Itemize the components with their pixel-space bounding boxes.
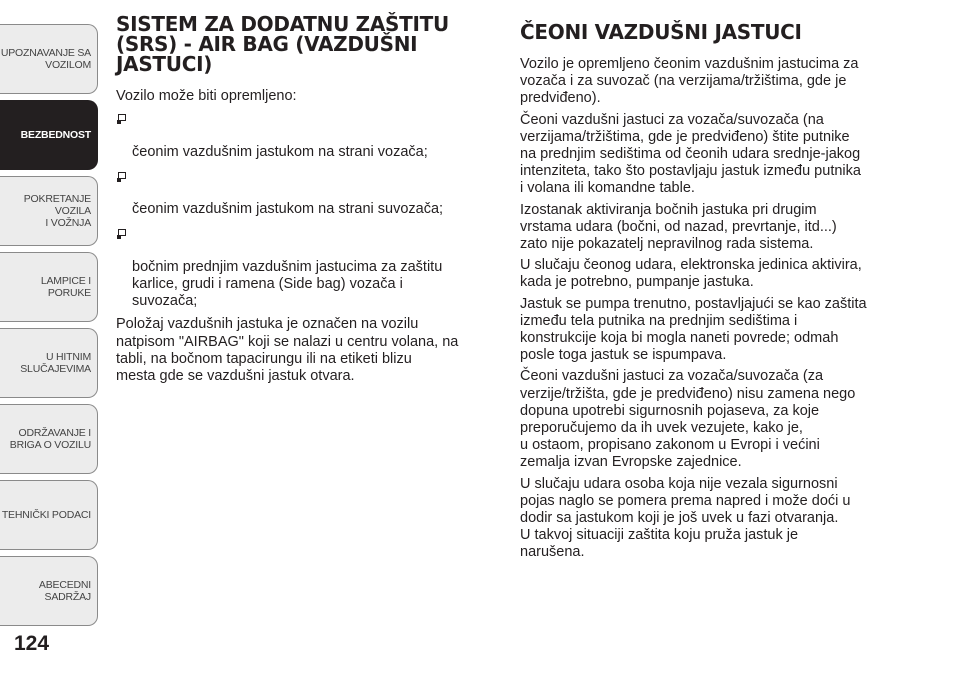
tab-label: POKRETANJE VOZILA I VOŽNJA	[23, 193, 91, 229]
airbag-location-paragraph: Položaj vazdušnih jastuka je označen na vozilu natpisom "AIRBAG" koji se nalazi u centru volana, na tabli, na bočnom tapacirungu ili na etiketi blizu mesta gde se vazdušni jastuk otvara.	[116, 316, 459, 385]
tab-tehnicki-podaci[interactable]	[0, 480, 98, 550]
tab-label: ABECEDNI SADRŽAJ	[38, 579, 91, 603]
left-column	[116, 14, 494, 389]
paragraph: Čeoni vazdušni jastuci za vozača/suvozača (na verzijama/tržištima, gde je predviđeno) štite putnike na prednjim sedištima od čeonih udara srednje-jakog intenziteta, tako što postavljaju jastuk između putnika i volana ili komandne table.	[520, 111, 861, 197]
paragraph: U slučaju čeonog udara, elektronska jedinica aktivira, kada je potrebno, pumpanje jastuka.	[520, 257, 862, 291]
list-item	[116, 224, 494, 310]
tab-lampice-i-poruke[interactable]	[0, 252, 98, 322]
paragraph: Vozilo je opremljeno čeonim vazdušnim jastucima za vozača i za suvozač (na verzijama/tržištima, gde je predviđeno).	[520, 56, 859, 107]
section-tabs	[0, 0, 100, 640]
list-item	[116, 109, 494, 161]
paragraph: Čeoni vazdušni jastuci za vozača/suvozača (za verzije/tržišta, gde je predviđeno) nisu zamena nego dopuna upotrebi sigurnosnih pojaseva, za koje preporučujemo da ih uvek vezujete, kako je, u ostaom, propisano zakonom u Evropi i većini zemalja izvan Evropske zajednice.	[520, 368, 856, 471]
paragraph: U slučaju udara osoba koja nije vezala sigurnosni pojas naglo se pomera prema napred i može doći u dodir sa jastukom koji je još uvek u fazi otvaranja. U takvoj situaciji zaštita koju pruža jastuk je narušena.	[520, 475, 851, 561]
tab-u-hitnim-slucajevima[interactable]	[0, 328, 98, 398]
list-item-text: čeonim vazdušnim jastukom na strani vozača;	[132, 143, 428, 160]
list-item-text: čeonim vazdušnim jastukom na strani suvozača;	[132, 201, 444, 218]
section-title-frontal-airbags: ČEONI VAZDUŠNI JASTUCI	[520, 20, 802, 44]
page-number: 124	[14, 632, 50, 655]
list-item	[116, 167, 494, 219]
right-column	[520, 14, 912, 566]
checkbox-bullet-icon	[118, 172, 126, 179]
section-title-srs: SISTEM ZA DODATNU ZAŠTITU (SRS) - AIR BAG (VAZDUŠNI JASTUCI)	[116, 12, 449, 76]
tab-bezbednost[interactable]	[0, 100, 98, 170]
tab-label: ODRŽAVANJE I BRIGA O VOZILU	[9, 427, 91, 451]
list-item-text: bočnim prednjim vazdušnim jastucima za zaštitu karlice, grudi i ramena (Side bag) vozača i suvozača;	[132, 258, 443, 310]
checkbox-bullet-icon	[118, 114, 126, 121]
paragraph: Jastuk se pumpa trenutno, postavljajući se kao zaštita između tela putnika na prednjim sedištima i konstrukcije koja bi mogla naneti povrede; odmah posle toga jastuk se ispumpava.	[520, 295, 867, 364]
tab-pokretanje-vozila[interactable]	[0, 176, 98, 246]
airbag-list	[116, 109, 494, 310]
tab-label: TEHNIČKI PODACI	[1, 509, 91, 521]
checkbox-bullet-icon	[118, 229, 126, 236]
intro-text: Vozilo može biti opremljeno:	[116, 88, 297, 104]
tab-abecedni-sadrzaj[interactable]	[0, 556, 98, 626]
tab-label: BEZBEDNOST	[20, 129, 91, 141]
tab-label: UPOZNAVANJE SA VOZILOM	[0, 47, 91, 71]
tab-label: U HITNIM SLUČAJEVIMA	[20, 351, 91, 375]
paragraph: Izostanak aktiviranja bočnih jastuka pri drugim vrstama udara (bočni, od nazad, prevrtanje, itd...) zato nije pokazatelj nepravilnog rada sistema.	[520, 201, 837, 253]
tab-odrzavanje[interactable]	[0, 404, 98, 474]
tab-upoznavanje-sa-vozilom[interactable]	[0, 24, 98, 94]
tab-label: LAMPICE I PORUKE	[40, 275, 91, 299]
